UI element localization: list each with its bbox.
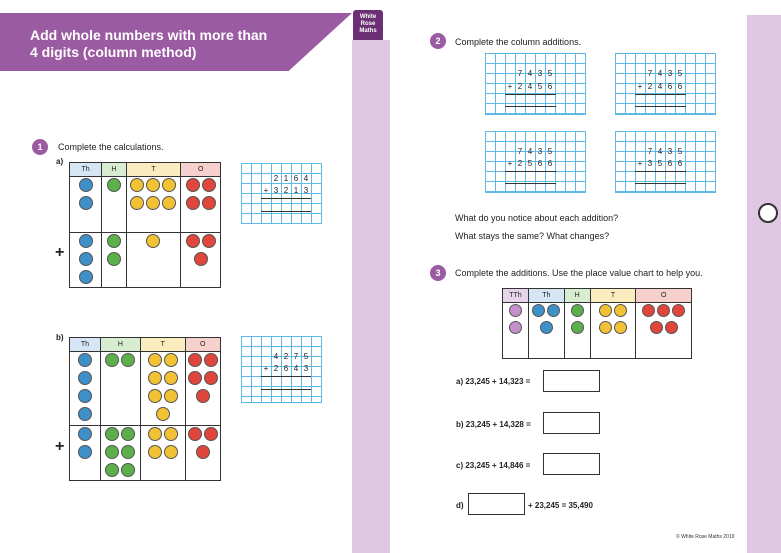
col-th: Th [70, 163, 102, 177]
q2-instruction: Complete the column additions. [455, 37, 582, 47]
q1b-place-value-chart: Th H T O [69, 337, 221, 481]
question-number-3: 3 [430, 265, 446, 281]
col-h: H [102, 163, 127, 177]
question-number-2: 2 [430, 33, 446, 49]
q3c-answer-box[interactable] [543, 453, 600, 475]
q3d-answer-box[interactable] [468, 493, 525, 515]
copyright-footer: © White Rose Maths 2019 [676, 534, 735, 540]
page-title: Add whole numbers with more than 4 digits (column method) [30, 27, 268, 60]
question-number-1: 1 [32, 139, 48, 155]
q3b-answer-box[interactable] [543, 412, 600, 434]
q1a-place-value-chart [69, 162, 221, 288]
col-t: T [126, 163, 181, 177]
q1a-bottom-number: + 3 2 1 3 [263, 186, 309, 195]
q3-instruction: Complete the additions. Use the place value chart to help you. [455, 268, 703, 278]
plus-sign: + [55, 438, 65, 455]
plus-sign: + [55, 244, 65, 261]
q1-instruction: Complete the calculations. [58, 142, 164, 152]
speech-bubble-icon[interactable] [758, 203, 778, 223]
q3a-answer-box[interactable] [543, 370, 600, 392]
q1a-top-number: 2 1 6 4 [273, 174, 309, 183]
q2-stays: What stays the same? What changes? [455, 231, 610, 241]
right-page-strip [747, 15, 781, 553]
q3-place-value-chart: TTh Th H T O [502, 288, 692, 359]
q2-notice: What do you notice about each addition? [455, 213, 619, 223]
q1b-label: b) [56, 333, 64, 342]
left-page-strip [352, 40, 390, 553]
q1a-label: a) [56, 157, 64, 166]
white-rose-logo: White Rose Maths [353, 10, 383, 42]
col-o: O [181, 163, 221, 177]
